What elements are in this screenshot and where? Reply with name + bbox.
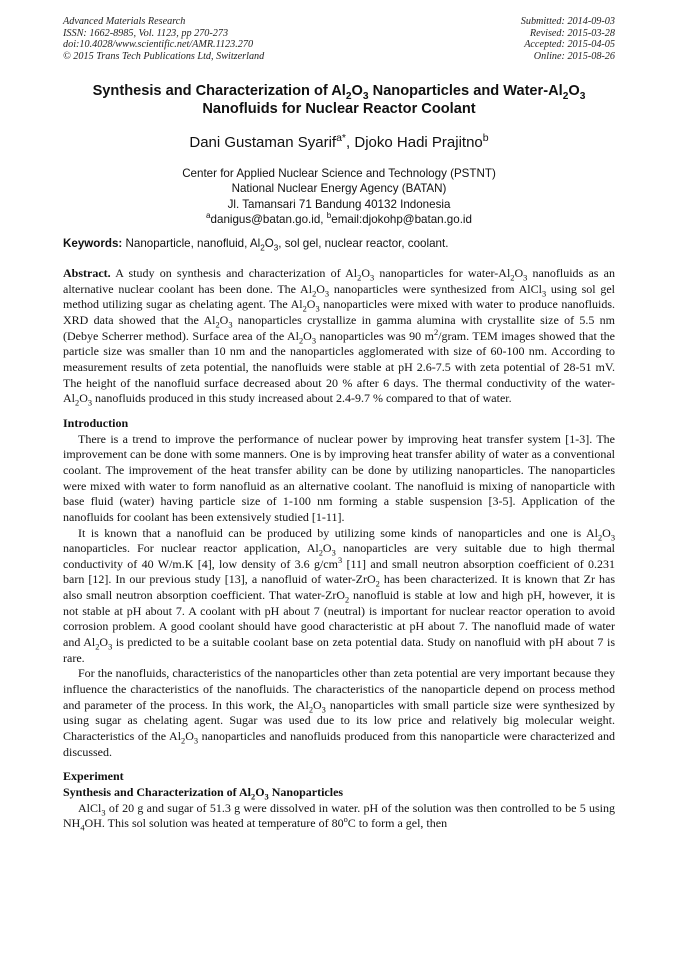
experiment-para-1: AlCl$_3$ of 20 g and sugar of 51.3 g were dissolved in water. pH of the solution was then controlled to be 5 using $NH_4OH$. This sol solution was heated at temperature of 80$^o$C to form a gel, then	[63, 800, 615, 833]
keywords: Keywords: Nanoparticle, nanofluid, $Al_2O_3$, sol gel, nuclear reactor, coolant.	[63, 237, 449, 253]
journal-name: Advanced Materials Research	[63, 16, 186, 27]
author-emails: $^a$danigus@batan.go.id, $^b$email:djokohp@batan.go.id	[206, 211, 472, 227]
author-1: Dani Gustaman Syarif	[189, 134, 337, 151]
abstract-label: Abstract.	[63, 266, 111, 280]
introduction-para-1: There is a trend to improve the performance of nuclear power by improving heat transfer system [1-3]. The improvement can be done with some manners. One is by improving heat transfer ability of water as a conventional coolant. The improvement of the heat transfer ability can be done by utilizing nanoparticles. The nanoparticles were mixed with water to form nanofluid as an alternative coolant. The nanofluid is mixing of nanoparticle with base fluid (water) having particle size of 1-100 nm forming a stable suspension [3-5]. Application of the nanofluids for coolant has been extensively studied [1-11].	[63, 431, 615, 524]
keywords-label: Keywords:	[63, 237, 123, 250]
affiliation: Center for Applied Nuclear Science and Technology (PSTNT) National Nuclear Energy Agency (BATAN) Jl. Tamansari 71 Bandung 40132 Indonesia $^a$danigus@batan.go.id, $^b$email:djokohp@batan.go.id	[0, 166, 678, 228]
journal-doi: doi:10.4028/www.scientific.net/AMR.1123.270	[63, 39, 254, 51]
journal-copyright: © 2015 Trans Tech Publications Ltd, Switzerland	[63, 50, 265, 62]
title-line-2: Nanofluids for Nuclear Reactor Coolant	[202, 101, 476, 117]
date-submitted: Submitted: 2014-09-03	[520, 16, 615, 27]
email-link-a[interactable]: danigus@batan.go.id,	[210, 213, 327, 227]
paper-title	[40, 82, 638, 118]
journal-info	[63, 16, 264, 62]
date-accepted: Accepted: 2015-04-05	[524, 39, 615, 51]
publication-dates	[521, 16, 615, 62]
experiment-heading: Experiment	[63, 769, 124, 784]
experiment-subheading: Synthesis and Characterization of $Al_2O_3$ Nanoparticles	[63, 785, 344, 802]
email-link-b[interactable]: email:djokohp@batan.go.id	[331, 213, 472, 227]
introduction-para-2: It is known that a nanofluid can be produced by utilizing some kinds of nanoparticles and one is $Al_2O_3$ nanoparticles. For nuclear reactor application, $Al_2O_3$ nanoparticles are very suitable due to high thermal conductivity of 40 W/m.K [4], low density of 3.6 $g/cm^3$ [11] and small neutron absorption coefficient of 0.231 barn [12]. In our previous study [13], a nanofluid of water-ZrO$_2$ has been characterized. It is known that Zr has also small neutron absorption coefficient. That water-ZrO$_2$ nanofluid is stable at low and high pH, however, it is not stable at pH about 7. A coolant with pH about 7 (neutral) is important for nuclear reactor operation to avoid corrosion problem. A good coolant should have good characteristic at pH about 7. The nanofluid made of water and $Al_2O_3$ is predicted to be a suitable coolant base on zeta potential data. Study on nanofluid with pH about 7 is rare.	[63, 525, 616, 665]
author-list: Dani Gustaman Syarif$^{a*}$, Djoko Hadi Prajitno$^b$	[189, 132, 489, 151]
introduction-heading: Introduction	[63, 415, 129, 430]
paper-body	[63, 266, 615, 832]
journal-issn: ISSN: 1662-8985, Vol. 1123, pp 270-273	[63, 27, 229, 39]
introduction-para-3: For the nanofluids, characteristics of the nanoparticles other than zeta potential are very important because they influence the characteristics of the nanofluids. The characteristics of the nanoparticle depend on process method and parameter of the process. In this work, the $Al_2O_3$ nanoparticles with small particle size were synthesized by using sugar as chelating agent. Sugar was used due to its low price and relatively big molecular weight. Characteristics of the $Al_2O_3$ nanoparticles and nanofluids produced from this nanoparticle were characterized and discussed.	[63, 666, 615, 759]
date-online: Online: 2015-08-26	[533, 50, 615, 62]
title-line-1: Synthesis and Characterization of $Al_2O_3$ Nanoparticles and Water-$Al_2O_3$	[92, 83, 586, 102]
author-2: Djoko Hadi Prajitno	[354, 134, 483, 151]
date-revised: Revised: 2015-03-28	[529, 27, 615, 39]
abstract: Abstract. A study on synthesis and characterization of $Al_2O_3$ nanoparticles for water-$Al_2O_3$ nanofluids as an alternative nuclear coolant has been done. The $Al_2O_3$ nanoparticles were synthesized from AlCl$_3$ using sol gel method utilizing sugar as chelating agent. The $Al_2O_3$ nanoparticles were mixed with water to produce nanofluids. XRD data showed that the $Al_2O_3$ nanoparticles crystallize in gamma alumina with crystallite size of 5.5 nm (Debye Scherrer method). Surface area of the $Al_2O_3$ nanoparticles was 90 $m^2$/gram. TEM images showed that the particle size was smaller than 10 nm and the nanoparticles agglomerated with size of 60-100 nm. According to measurement results of zeta potential, the nanofluids were stable at pH 2.6-7.5 with zeta potential of 28-51 mV. The height of the nanofluid surface decreased about 20 % after 6 days. The thermal conductivity of the water-$Al_2O_3$ nanofluids produced in this study increased about 2.4-9.7 % compared to that of water.	[63, 266, 616, 408]
